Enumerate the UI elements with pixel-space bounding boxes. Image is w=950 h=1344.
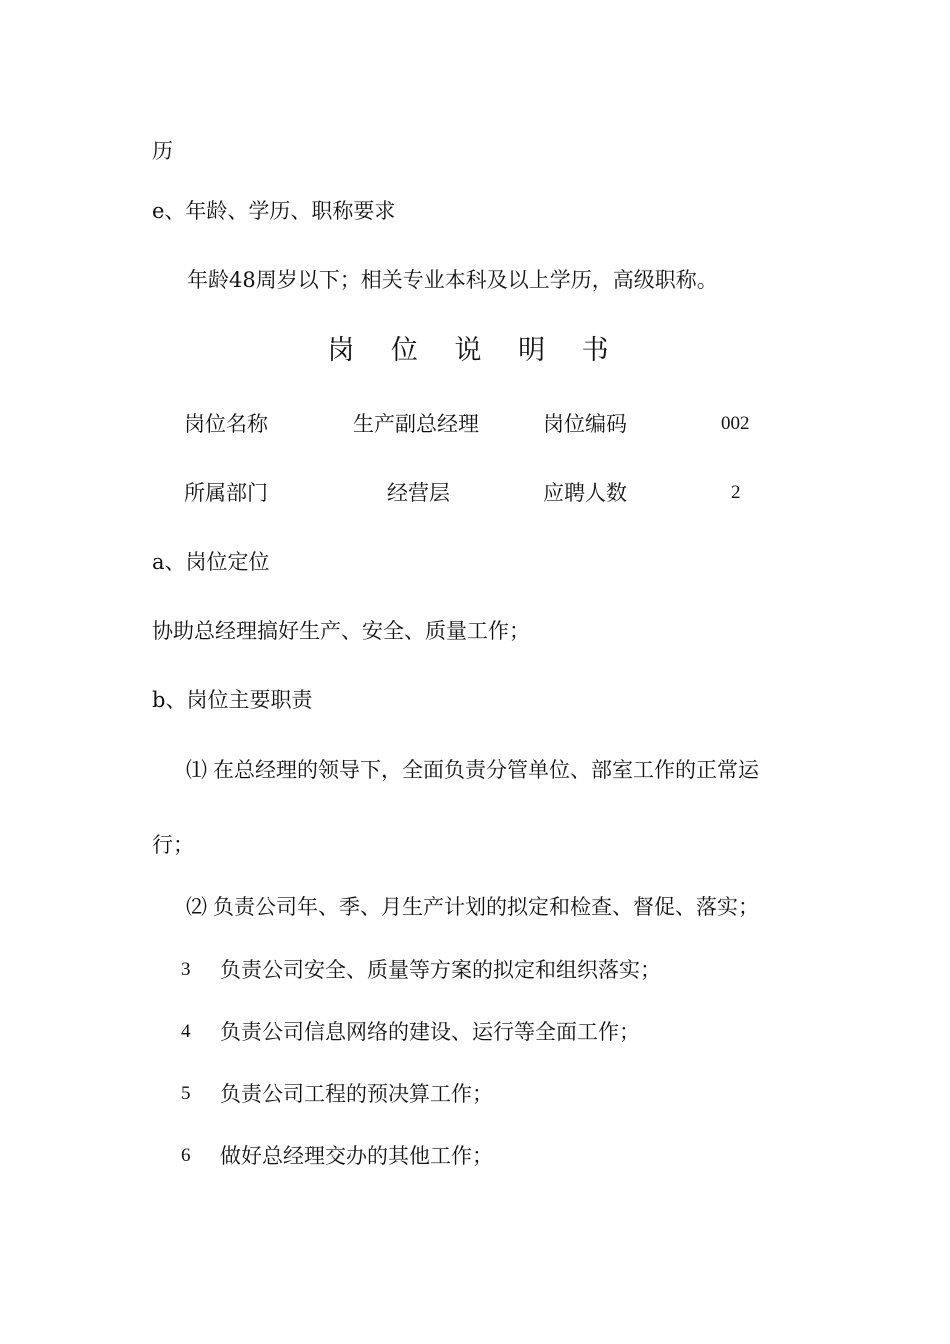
item-text: 负责公司信息网络的建设、运行等全面工作； [220, 1020, 640, 1044]
info-value: 002 [721, 413, 750, 434]
info-label: 所属部门 [184, 481, 268, 505]
item-text: 做好总经理交办的其他工作； [220, 1144, 493, 1168]
section-e-content: 年龄48周岁以下；相关专业本科及以上学历，高级职称。 [187, 268, 718, 292]
info-value: 生产副总经理 [353, 412, 479, 436]
item-text: 负责公司工程的预决算工作； [220, 1082, 493, 1106]
item-number: 3 [181, 959, 191, 980]
item-number: 4 [181, 1021, 191, 1042]
info-label: 应聘人数 [543, 481, 627, 505]
section-e-heading: e、年龄、学历、职称要求 [152, 199, 396, 223]
section-b-heading: b、岗位主要职责 [152, 688, 313, 712]
item-text: 在总经理的领导下，全面负责分管单位、部室工作的正常运 [213, 758, 759, 782]
section-a-content: 协助总经理搞好生产、安全、质量工作； [152, 619, 530, 643]
item-text-continued: 行； [152, 833, 194, 857]
item-number: 5 [181, 1083, 191, 1104]
info-label: 岗位名称 [184, 412, 268, 436]
prev-line-tail: 历 [152, 139, 173, 163]
item-number: ⑴ [186, 758, 207, 782]
item-text: 负责公司安全、质量等方案的拟定和组织落实； [220, 958, 661, 982]
item-number: 6 [181, 1145, 191, 1166]
info-label: 岗位编码 [543, 412, 627, 436]
page-title: 岗 位 说 明 书 [327, 335, 623, 366]
item-number: ⑵ [186, 895, 207, 919]
info-value: 2 [731, 482, 741, 503]
section-a-heading: a、岗位定位 [152, 550, 270, 574]
item-text: 负责公司年、季、月生产计划的拟定和检查、督促、落实； [213, 895, 759, 919]
info-value: 经营层 [387, 481, 450, 505]
